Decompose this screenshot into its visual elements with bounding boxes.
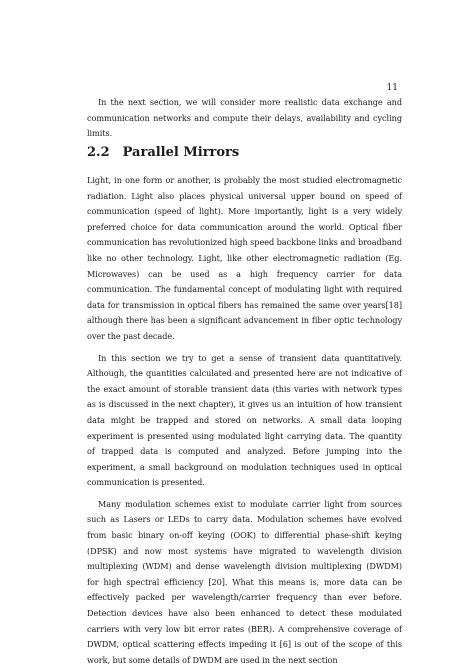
body-paragraph-3: Many modulation schemes exist to modulate carrier light from sources such as Lasers or LEDs to carry data. Modulation schemes have evolved from basic binary on-off keying (OOK) to differential phase-shift keying (DPSK) and now most systems have migrated to wavelength division multiplexing (WDM) and dense wavelength division multiplexing (DWDM) for high spectral efficiency [20]. What this means is, more data can be effectively packed per wavelength/carrier frequency than ever before. Detection devices have also been enhanced to detect these modulated carriers with very low bit error rates (BER). A comprehensive coverage of DWDM, optical scattering effects impeding it [6] is out of the scope of this work, but some details of DWDM are used in the next section [87, 498, 402, 665]
section-number: 2.2 [87, 145, 110, 160]
body-paragraph-2: In this section we try to get a sense of transient data quantitatively. Although, the quantities calculated and presented here are not indicative of the exact amount of storable transient data (this varies with network types as is discussed in the next chapter), it gives us an intuition of how transient data might be trapped and stored on networks. A small data looping experiment is presented using modulated light carrying data. The quantity of trapped data is computed and analyzed. Before jumping into the experiment, a small background on modulation techniques used in optical communication is presented. [87, 352, 402, 488]
intro-paragraph-block [87, 95, 402, 142]
intro-paragraph: In the next section, we will consider more realistic data exchange and communication networks and compute their delays, availability and cycling limits. [87, 97, 402, 139]
body-paragraph-1: Light, in one form or another, is probably the most studied electromagnetic radiation. Light also places physical universal upper bound on speed of communication (speed of light). More importantly, light is a very widely preferred choice for data communication around the world. Optical fiber communication has revolutionized high speed backbone links and broadband like no other technology. Light, like other electromagnetic radiation (Eg. Microwaves) can be used as a high frequency carrier for data communication. The fundamental concept of modulating light with required data for transmission in optical fibers has remained the same over years[18] although there has been a significant advancement in fiber optic technology over the past decade. [87, 175, 402, 341]
body-text-block [87, 173, 402, 668]
page-number: 11 [386, 83, 398, 93]
section-title: Parallel Mirrors [122, 145, 240, 160]
section-heading [87, 145, 239, 161]
